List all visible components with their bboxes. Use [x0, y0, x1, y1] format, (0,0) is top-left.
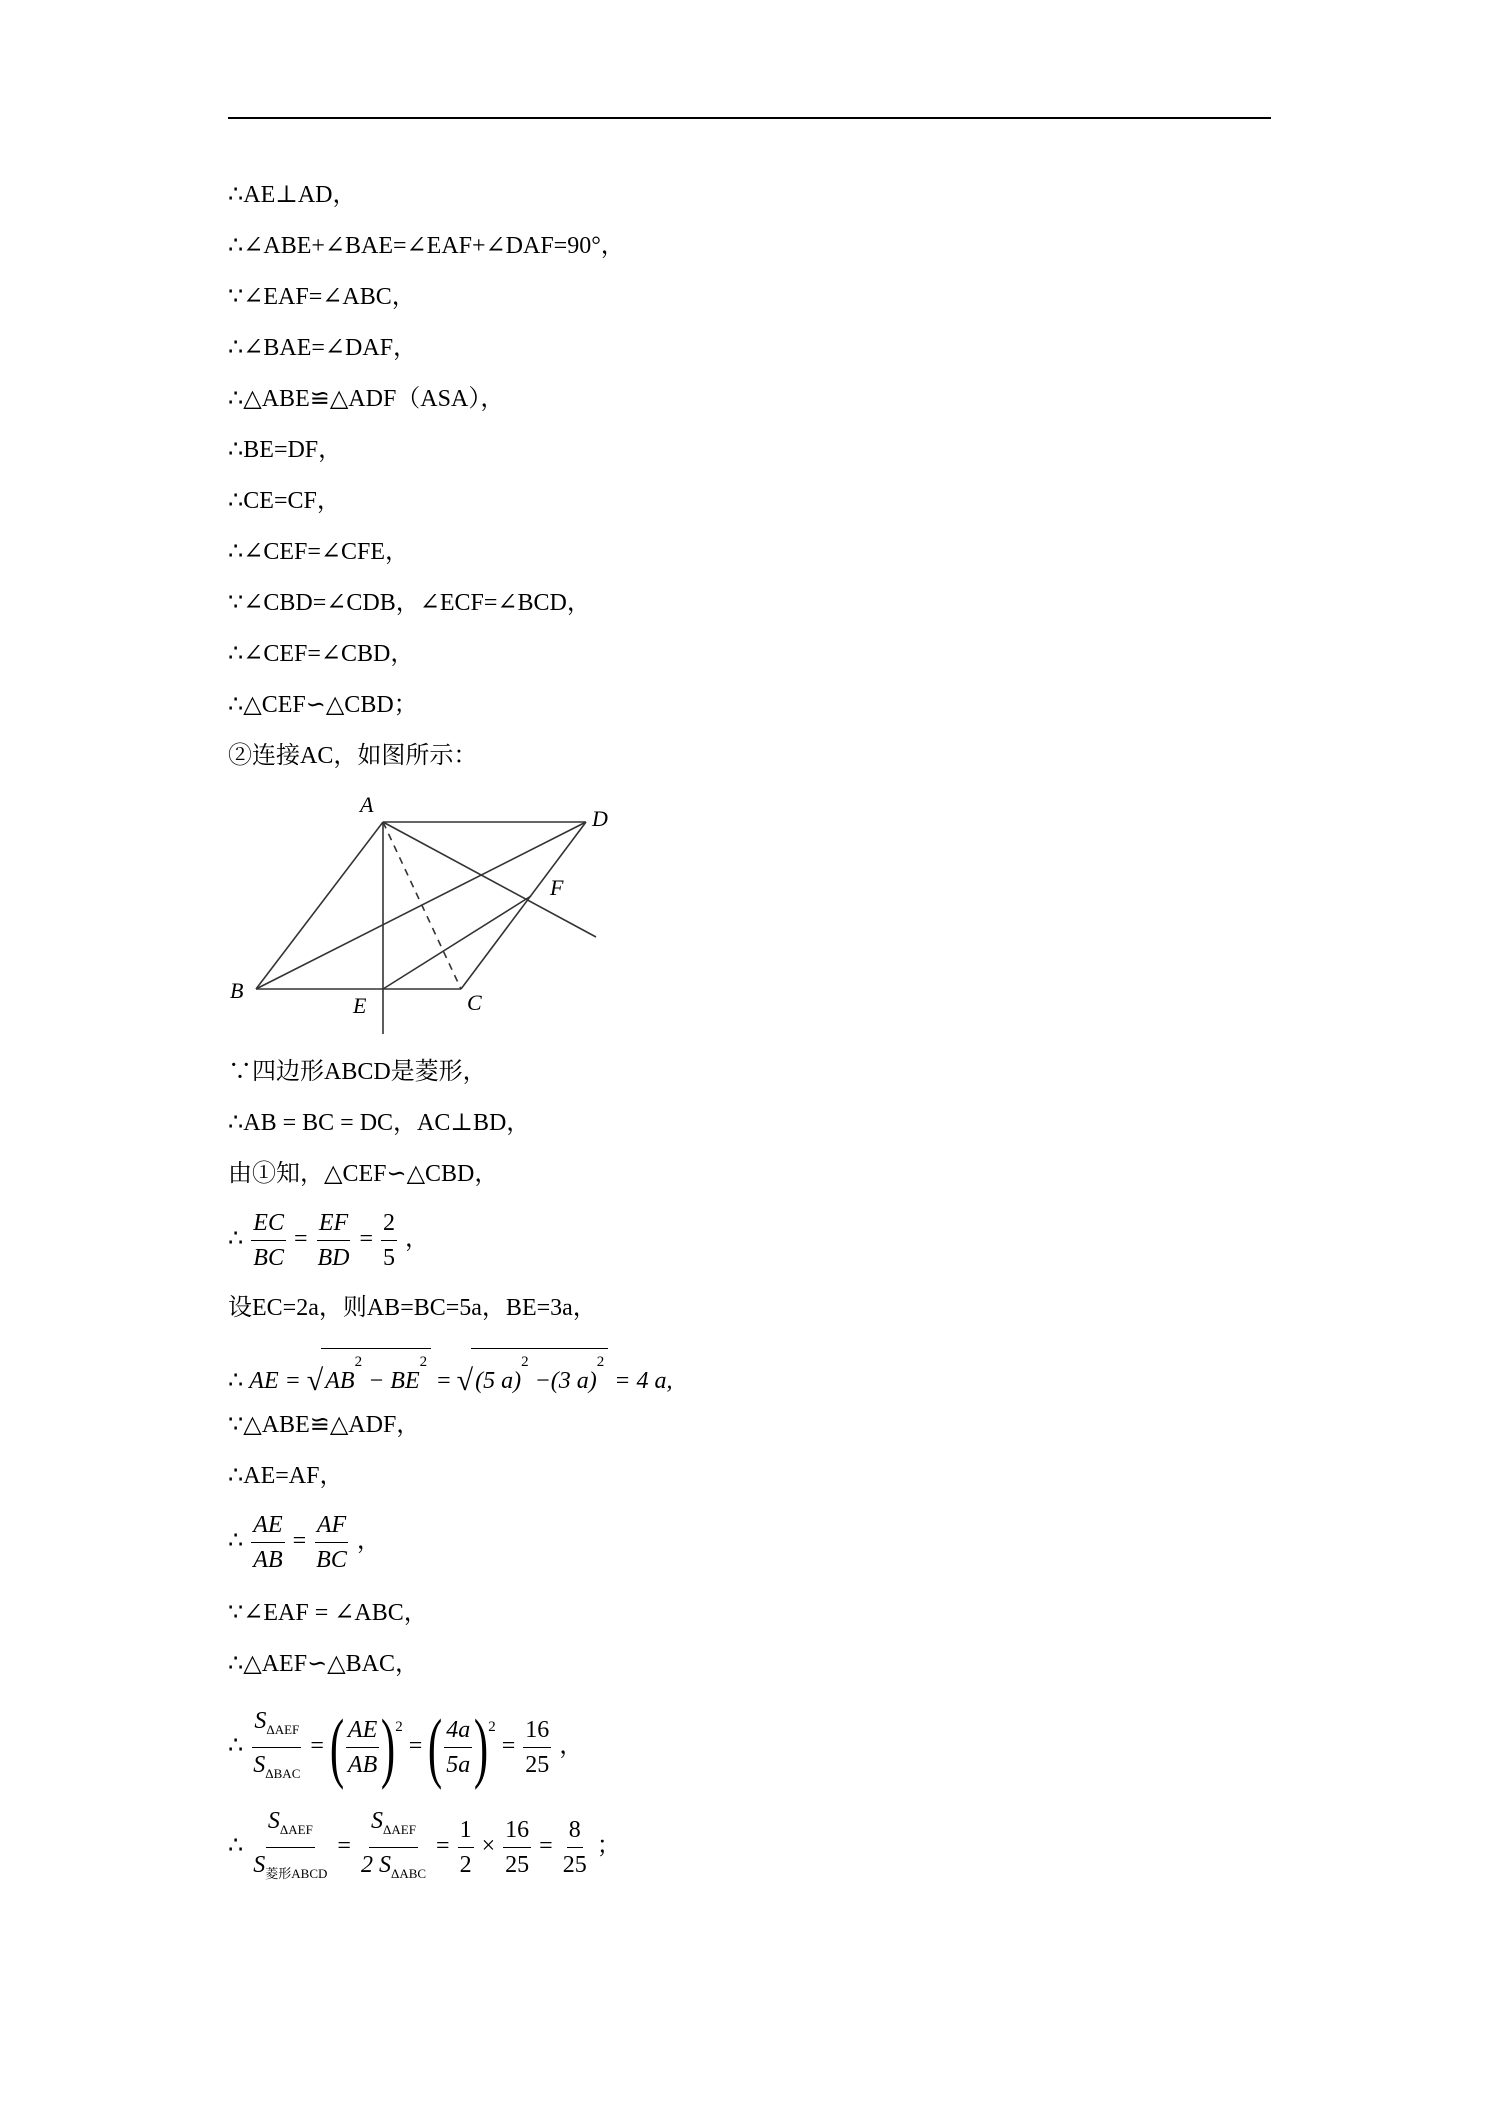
step-line: ∴∠CEF=∠CBD，	[228, 641, 415, 667]
step-line: 设EC=2a，则AB=BC=5a，BE=3a，	[228, 1295, 597, 1321]
step-line: 由①知，△CEF∽△CBD，	[228, 1161, 499, 1187]
fraction: $\frac{4a}{5a}$	[444, 1713, 472, 1782]
fraction: $\frac{AE}{AB}$	[251, 1508, 284, 1577]
step-line: ∴△CEF∽△CBD；	[228, 692, 418, 718]
header-rule	[228, 117, 1271, 119]
step-line: ∴BE=DF，	[228, 437, 343, 463]
segment-af	[383, 822, 596, 937]
step-line: ∴AE=AF，	[228, 1463, 344, 1489]
label-f: F	[550, 875, 564, 900]
step-line: ∴∠CEF=∠CFE，	[228, 539, 410, 565]
segment-dc	[461, 822, 586, 989]
ratio-equation: ∴ $\frac{AE}{AB}$ = $\frac{AF}{BC}$ ，	[228, 1508, 381, 1577]
area-ratio-equation: ∴ $\frac{S_{\Delta AEF}}{S_{\Delta BAC}}$ = ( $\frac{AE}{AB}$ )$^2$ = ( $\frac{4a}{5a}$ )$^2$ = $\frac{16}{25}$ ，	[228, 1703, 584, 1791]
label-a: A	[360, 792, 374, 817]
label-b: B	[230, 978, 244, 1003]
step-line: ∵∠EAF = ∠ABC，	[228, 1600, 428, 1626]
step-line: ∴AB = BC = DC，AC⊥BD，	[228, 1110, 531, 1136]
fraction: $\frac{1}{2}$	[458, 1813, 474, 1882]
fraction: $\frac{S_{\Delta AEF}}{2 S_{\Delta ABC}}$	[359, 1804, 428, 1891]
step-line: ②连接AC，如图所示：	[228, 743, 478, 769]
step-line: ∵四边形ABCD是菱形，	[228, 1059, 487, 1085]
step-line: ∴CE=CF，	[228, 488, 341, 514]
rhombus-figure	[228, 792, 628, 1042]
radical-equation: ∴ AE = $√AB^2 - BE^2 = √(5$ a)$^2$ −(3 a)$^2$ = 4 a,	[228, 1348, 673, 1396]
radical-sign: √	[456, 1364, 474, 1397]
right-paren: )	[381, 1703, 396, 1791]
fraction: $\frac{2}{5}$	[381, 1206, 397, 1275]
step-line: ∴∠BAE=∠DAF，	[228, 335, 418, 361]
step-line: ∵∠CBD=∠CDB，∠ECF=∠BCD，	[228, 590, 591, 616]
fraction: $\frac{AE}{AB}$	[346, 1713, 379, 1782]
label-d: D	[592, 806, 608, 831]
radical-sign: √	[306, 1364, 324, 1397]
step-line: ∴∠ABE+∠BAE=∠EAF+∠DAF=90°，	[228, 233, 625, 259]
left-paren: (	[428, 1703, 443, 1791]
right-paren: )	[474, 1703, 489, 1791]
step-line: ∴△ABE≌△ADF（ASA），	[228, 386, 505, 412]
step-line: ∵△ABE≌△ADF，	[228, 1412, 421, 1438]
fraction: $\frac{EF}{BD}$	[316, 1206, 352, 1275]
fraction: $\frac{EC}{BC}$	[251, 1206, 286, 1275]
step-line: ∴△AEF∽△BAC，	[228, 1651, 419, 1677]
label-c: C	[467, 990, 482, 1015]
fraction: $\frac{S_{\Delta AEF}}{S_{\Delta BAC}}$	[251, 1704, 302, 1791]
final-area-equation: ∴ $\frac{S_{\Delta AEF}}{S_{菱形ABCD}}$ = $\frac{S_{\Delta AEF}}{2 S_{\Delta ABC}}$ = $\frac{1}{2}$ × $\frac{16}{25}$ = $\frac{8}{25}$ ；	[228, 1804, 621, 1891]
step-line: ∴AE⊥AD，	[228, 182, 357, 208]
label-e: E	[353, 993, 367, 1018]
ratio-equation: ∴ $\frac{EC}{BC}$ = $\frac{EF}{BD}$ = $\frac{2}{5}$ ，	[228, 1206, 429, 1275]
fraction: $\frac{AF}{BC}$	[314, 1508, 349, 1577]
left-paren: (	[329, 1703, 345, 1791]
segment-ef	[383, 896, 531, 989]
fraction: $\frac{8}{25}$	[561, 1813, 589, 1882]
fraction: $\frac{16}{25}$	[523, 1713, 551, 1782]
fraction: $\frac{16}{25}$	[503, 1813, 531, 1882]
fraction: $\frac{S_{\Delta AEF}}{S_{菱形ABCD}}$	[251, 1804, 329, 1891]
segment-ab	[256, 822, 383, 989]
step-line: ∵∠EAF=∠ABC，	[228, 284, 416, 310]
